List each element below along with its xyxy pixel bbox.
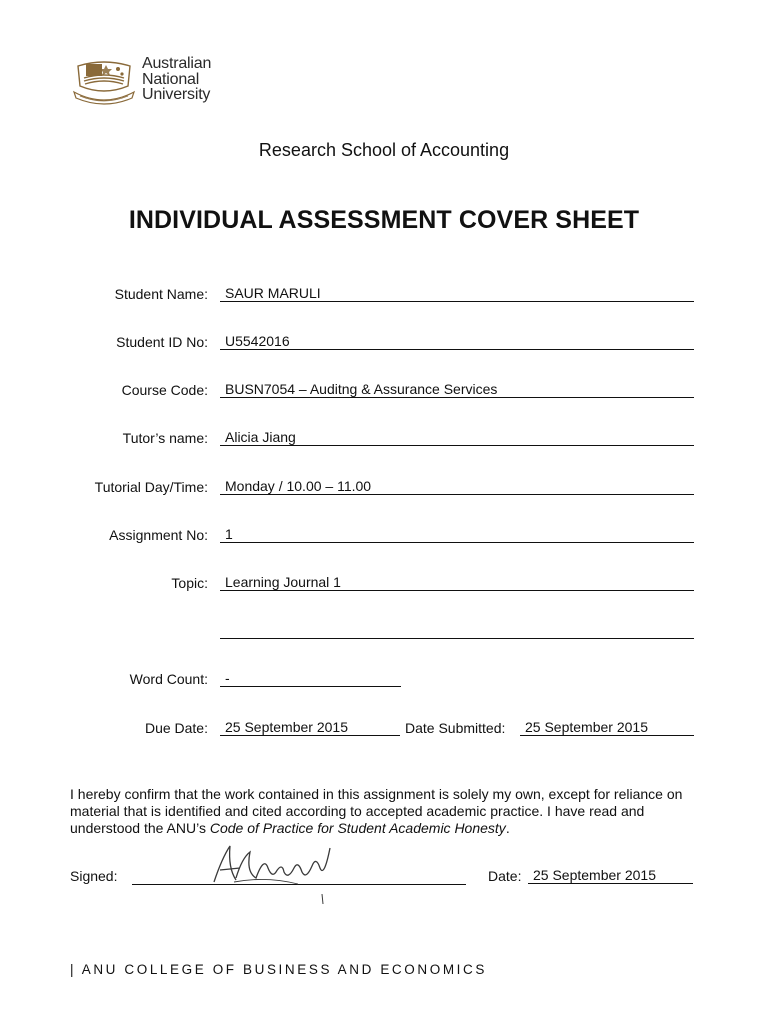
signature-date-field[interactable]: 25 September 2015 [528,867,693,884]
topic-extra-line[interactable] [220,637,694,639]
date-submitted-label: Date Submitted: [405,720,506,736]
college-footer: | ANU COLLEGE OF BUSINESS AND ECONOMICS [70,962,487,977]
word-count-label: Word Count: [129,671,208,687]
student-name-label: Student Name: [114,286,208,302]
tutorial-time-field[interactable]: Monday / 10.00 – 11.00 [220,478,694,495]
school-name: Research School of Accounting [258,140,510,160]
word-count-field[interactable]: - [220,670,401,687]
logo-line-1: Australian [142,55,212,72]
page-title: INDIVIDUAL ASSESSMENT COVER SHEET [128,206,640,234]
student-id-field[interactable]: U5542016 [220,333,694,350]
declaration-end: . [505,820,510,836]
date-submitted-field[interactable]: 25 September 2015 [520,719,694,736]
assignment-no-label: Assignment No: [109,527,208,543]
topic-field[interactable]: Learning Journal 1 [220,574,694,591]
anu-logo [72,56,222,108]
topic-label: Topic: [171,575,208,591]
course-code-label: Course Code: [121,382,208,398]
assignment-no-field[interactable]: 1 [220,526,694,543]
student-id-label: Student ID No: [116,334,208,350]
due-date-label: Due Date: [144,720,208,736]
tutor-name-label: Tutor’s name: [122,430,208,446]
student-name-field[interactable]: SAUR MARULI [220,285,694,302]
logo-line-2: National [142,70,200,88]
tutorial-time-label: Tutorial Day/Time: [94,479,208,495]
honesty-code-title: Code of Practice for Student Academic Honesty [209,820,506,836]
declaration-main: I hereby confirm that the work contained in this assignment is solely my own, except for reliance on material that is identified and cited according to accepted academic practice. I have read and understood the ANU’s [70,786,683,836]
declaration-text [70,786,710,837]
handwritten-signature [206,838,346,914]
signed-label: Signed: [70,868,118,884]
date-label: Date: [488,868,522,884]
due-date-field[interactable]: 25 September 2015 [220,719,400,736]
logo-line-3: University [142,86,211,103]
anu-crest-icon [72,56,136,108]
tutor-name-field[interactable]: Alicia Jiang [220,429,694,446]
course-code-field[interactable]: BUSN7054 – Auditng & Assurance Services [220,381,694,398]
